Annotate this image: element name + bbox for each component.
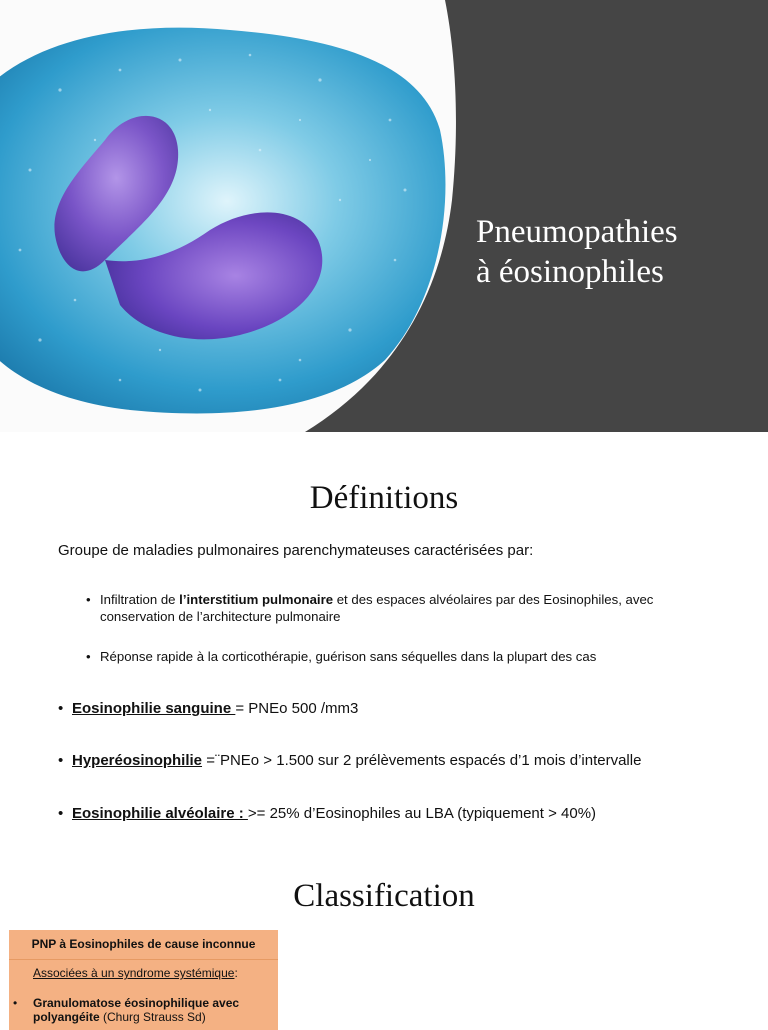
sub-bullet-bold-text: l’interstitium pulmonaire — [179, 592, 334, 607]
definition-text: >= 25% d’Eosinophiles au LBA (typiquement > 40%) — [247, 805, 597, 822]
bullet-icon: • — [13, 996, 18, 1010]
definitions-intro: Groupe de maladies pulmonaires parenchymateuses caractérisées par: — [58, 542, 534, 559]
definitions-heading: Définitions — [309, 480, 459, 516]
bullet-icon: • — [58, 805, 64, 822]
table-subheader — [9, 960, 278, 984]
subheader-suffix: : — [234, 966, 238, 980]
bullet-icon: • — [58, 700, 64, 717]
definition-eosinophilie-sanguine — [58, 700, 358, 717]
definition-text: =¨PNEo > 1.500 sur 2 prélèvements espacés d’1 mois d’intervalle — [202, 752, 642, 769]
classification-slide — [0, 842, 768, 1024]
definition-text: = PNEo 500 /mm3 — [235, 700, 359, 717]
definition-eosinophilie-alveolaire — [58, 805, 596, 822]
definition-hypereosinophilie — [58, 752, 641, 769]
sub-bullet-text: et des espaces alvéolaires par des Eosinophiles, avec conservation de l’architecture pulmonaire — [100, 592, 654, 624]
table-header: PNP à Eosinophiles de cause inconnue — [9, 930, 278, 960]
sub-bullet-text: Infiltration de — [100, 592, 180, 607]
title-line-1: Pneumopathies — [476, 214, 678, 250]
classification-heading: Classification — [293, 878, 475, 914]
title-line-2: à éosinophiles — [476, 254, 664, 290]
subheader-text: Associées à un syndrome systémique — [33, 966, 235, 980]
definition-term: Eosinophilie sanguine — [72, 700, 236, 717]
presentation-title — [476, 212, 766, 292]
list-item-bold: Granulomatose éosinophilique avec polyangéite — [33, 996, 240, 1024]
definition-term: Hyperéosinophilie — [72, 752, 203, 769]
sub-bullet-response — [86, 648, 726, 665]
bullet-icon: • — [58, 752, 64, 769]
bullet-icon: • — [86, 649, 91, 664]
table-list-item — [9, 996, 278, 1024]
definition-term: Eosinophilie alvéolaire : — [72, 805, 248, 822]
definitions-slide — [0, 432, 768, 842]
bullet-icon: • — [86, 592, 91, 607]
classification-table — [9, 930, 278, 1030]
sub-bullet-text: Réponse rapide à la corticothérapie, guérison sans séquelles dans la plupart des cas — [100, 649, 597, 664]
definition-sub-bullets — [86, 591, 726, 665]
title-slide — [0, 0, 768, 432]
list-item-text: (Churg Strauss Sd) — [99, 1010, 206, 1024]
sub-bullet-infiltration — [86, 591, 726, 625]
